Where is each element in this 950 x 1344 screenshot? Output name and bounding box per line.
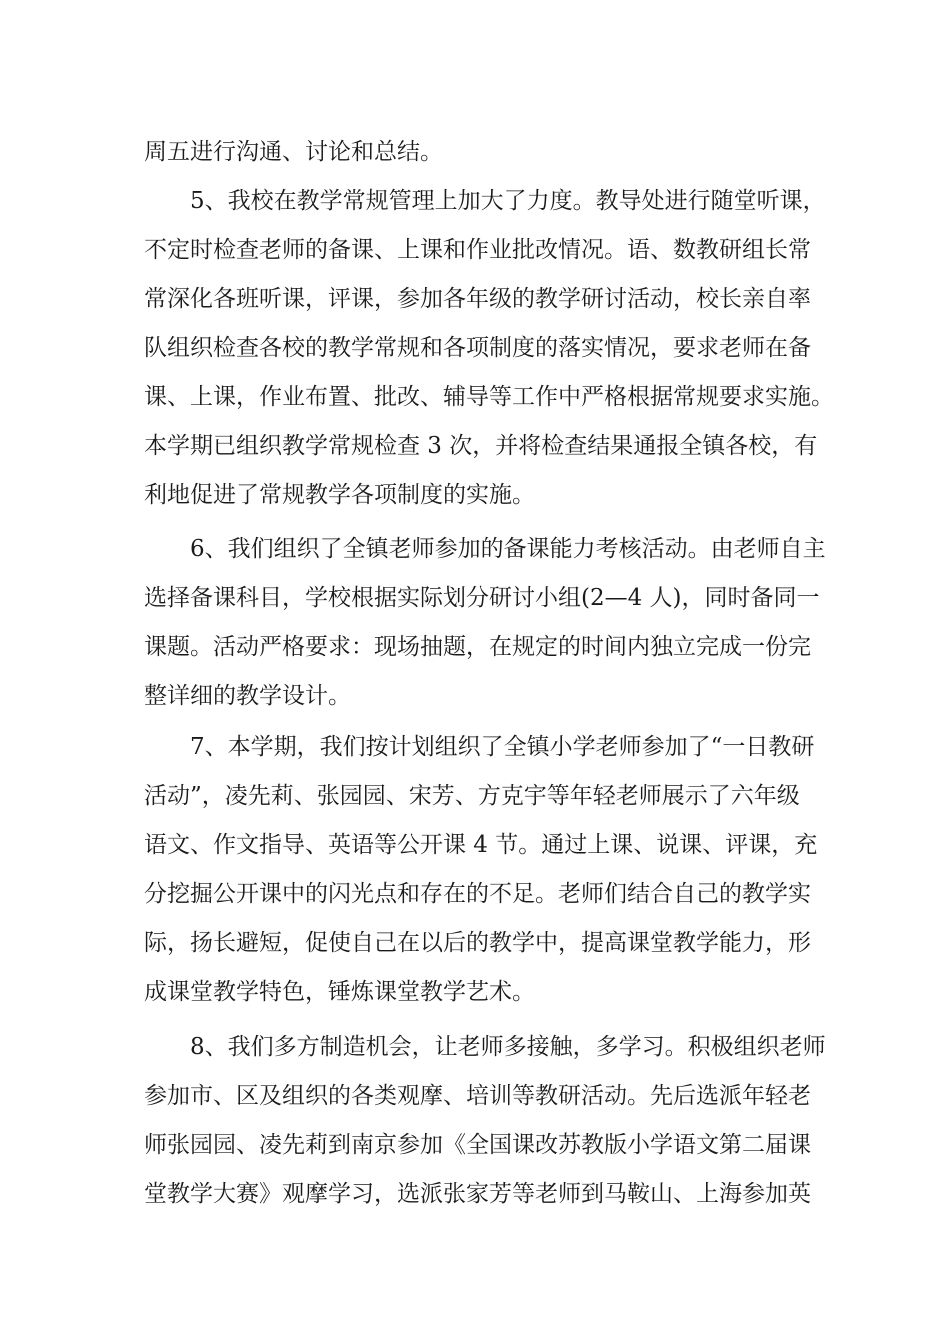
text-line: 不定时检查老师的备课、上课和作业批改情况。语、数教研组长常 (144, 237, 811, 263)
text-line: 常深化各班听课，评课，参加各年级的教学研讨活动，校长亲自率 (144, 286, 811, 312)
text-line: 本学期已组织教学常规检查 3 次，并将检查结果通报全镇各校，有 (144, 433, 818, 459)
text-line: 成课堂教学特色，锤炼课堂教学艺术。 (144, 979, 535, 1005)
text-line: 分挖掘公开课中的闪光点和存在的不足。老师们结合自己的教学实 (144, 881, 811, 907)
text-line: 整详细的教学设计。 (144, 683, 351, 709)
text-line: 5、我校在教学常规管理上加大了力度。教导处进行随堂听课， (190, 188, 826, 214)
text-line: 周五进行沟通、讨论和总结。 (144, 139, 443, 165)
text-line: 师张园园、凌先莉到南京参加《全国课改苏教版小学语文第二届课 (144, 1132, 811, 1158)
text-line: 课、上课，作业布置、批改、辅导等工作中严格根据常规要求实施。 (144, 384, 834, 410)
text-line: 际，扬长避短，促使自己在以后的教学中，提高课堂教学能力，形 (144, 930, 811, 956)
text-line: 堂教学大赛》观摩学习，选派张家芳等老师到马鞍山、上海参加英 (144, 1181, 811, 1207)
text-line: 队组织检查各校的教学常规和各项制度的落实情况，要求老师在备 (144, 335, 811, 361)
text-line: 课题。活动严格要求：现场抽题，在规定的时间内独立完成一份完 (144, 634, 811, 660)
text-line: 利地促进了常规教学各项制度的实施。 (144, 482, 535, 508)
text-line: 语文、作文指导、英语等公开课 4 节。通过上课、说课、评课，充 (144, 832, 818, 858)
text-line: 活动”，凌先莉、张园园、宋芳、方克宇等年轻老师展示了六年级 (144, 783, 800, 809)
text-line: 选择备课科目，学校根据实际划分研讨小组(2—4 人)，同时备同一 (144, 585, 820, 611)
text-line: 7、本学期，我们按计划组织了全镇小学老师参加了“一日教研 (190, 734, 815, 760)
text-line: 6、我们组织了全镇老师参加的备课能力考核活动。由老师自主 (190, 536, 826, 562)
text-line: 8、我们多方制造机会，让老师多接触，多学习。积极组织老师 (190, 1034, 826, 1060)
text-line: 参加市、区及组织的各类观摩、培训等教研活动。先后选派年轻老 (144, 1083, 811, 1109)
